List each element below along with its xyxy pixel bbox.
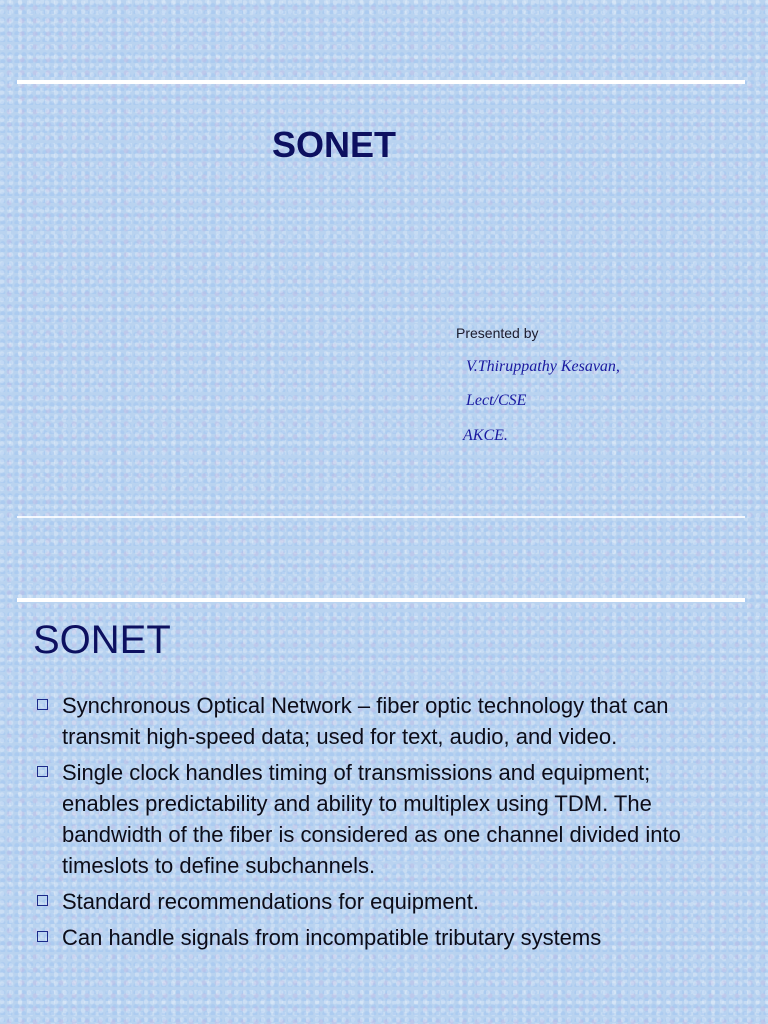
bullet-item	[33, 886, 733, 917]
bullet-text: Single clock handles timing of transmissions and equipment; enables predictability and ability to multiplex using TDM. The bandwidth of the fiber is considered as one channel divided into timeslots to define subchannels.	[62, 760, 681, 878]
author-position: Lect/CSE	[466, 392, 527, 409]
content-slide	[0, 596, 768, 1024]
top-divider	[17, 80, 745, 84]
slide-title: SONET	[272, 124, 397, 165]
slide-heading: SONET	[33, 618, 171, 662]
hollow-square-bullet-icon	[37, 931, 48, 942]
bullet-text: Standard recommendations for equipment.	[62, 889, 480, 914]
presented-by-label: Presented by	[456, 325, 539, 341]
bullet-item	[33, 690, 733, 752]
author-name: V.Thiruppathy Kesavan,	[466, 358, 620, 375]
hollow-square-bullet-icon	[37, 766, 48, 777]
bullet-text: Can handle signals from incompatible tributary systems	[62, 925, 602, 950]
top-divider	[17, 598, 745, 602]
bullet-item	[33, 757, 733, 881]
bullet-text: Synchronous Optical Network – fiber optic technology that can transmit high-speed data; used for text, audio, and video.	[62, 693, 669, 749]
author-institution: AKCE.	[463, 427, 508, 444]
bullet-item	[33, 922, 733, 953]
hollow-square-bullet-icon	[37, 895, 48, 906]
hollow-square-bullet-icon	[37, 699, 48, 710]
bullet-list	[33, 690, 733, 958]
bottom-divider	[17, 516, 745, 518]
